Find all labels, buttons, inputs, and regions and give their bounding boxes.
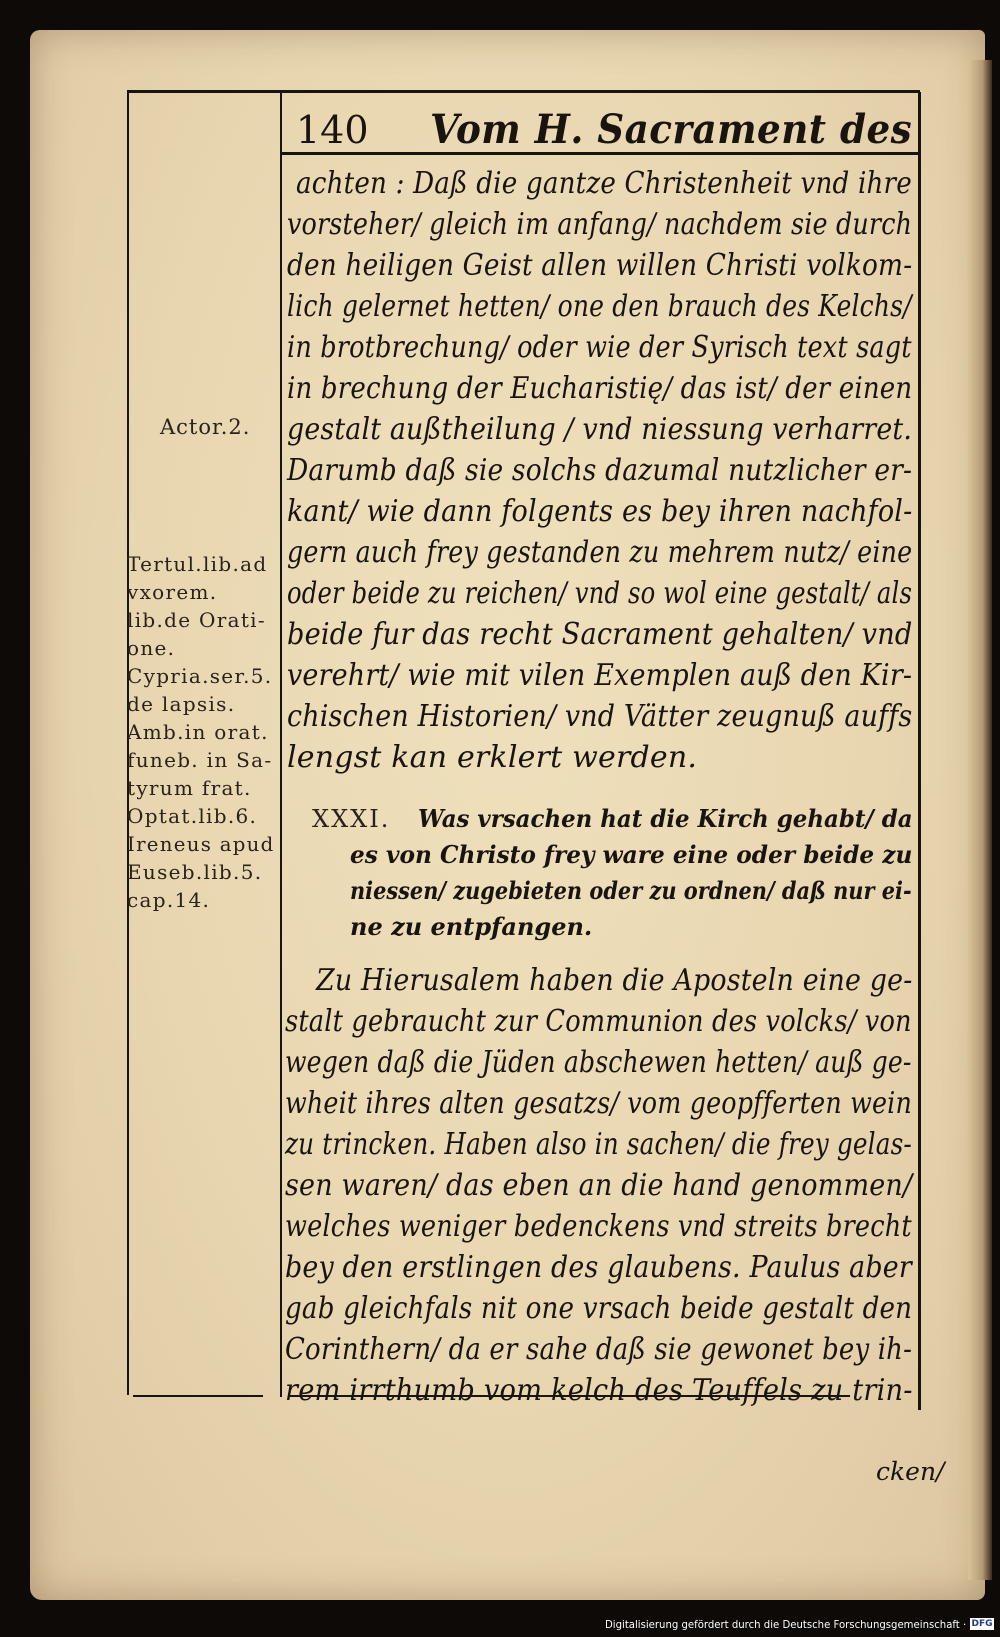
margin-note-acts: Actor.2. <box>160 415 251 439</box>
body-text-line: wheit ihres alten gesatzs/ vom geopfferten wein <box>285 1086 912 1121</box>
body-text-line: Zu Hierusalem haben die Aposteln eine ge- <box>316 963 913 998</box>
body-text-line: chischen Historien/ vnd Vätter zeugnuß auffs <box>287 699 913 734</box>
margin-citation: funeb. in Sa- <box>127 748 273 772</box>
body-text-line: gestalt außtheilung / vnd niessung verharret. <box>287 412 913 447</box>
running-head: Vom H. Sacrament des <box>430 106 913 153</box>
page-edge <box>968 60 992 1580</box>
margin-citation: Cypria.ser.5. <box>127 664 273 688</box>
body-text-line: gern auch frey gestanden zu mehrem nutz/ eine <box>287 535 913 570</box>
margin-citation: Optat.lib.6. <box>127 804 258 828</box>
body-text-line: den heiligen Geist allen willen Christi volkom- <box>287 248 913 283</box>
body-text-line: kant/ wie dann folgents es bey ihren nachfol- <box>287 494 913 529</box>
margin-citation: Ireneus apud <box>127 832 275 856</box>
body-text-line: achten : Daß die gantze Christenheit vnd ihre <box>296 166 912 201</box>
dfg-logo: DFG <box>971 1619 993 1629</box>
body-text-line: bey den erstlingen des glaubens. Paulus aber <box>285 1250 912 1285</box>
page-number: 140 <box>296 108 369 152</box>
body-text-line: rem irrthumb vom kelch des Teuffels zu trin- <box>285 1373 913 1408</box>
catchword: cken/ <box>876 1457 945 1486</box>
margin-citation: cap.14. <box>127 888 211 912</box>
margin-citation: Euseb.lib.5. <box>127 860 263 884</box>
body-text-line: sen waren/ das eben an die hand genommen/ <box>285 1168 913 1203</box>
bottom-rule-left <box>133 1395 263 1397</box>
body-text-line: in brotbrechung/ oder wie der Syrisch text sagt <box>287 330 912 365</box>
section-number: XXXI. <box>312 805 391 833</box>
body-text-line: Corinthern/ da er sahe daß sie gewonet bey ih- <box>285 1332 913 1367</box>
body-text-line: oder beide zu reichen/ vnd so wol eine gestalt/ als <box>287 576 913 611</box>
margin-citation: Tertul.lib.ad <box>127 552 268 576</box>
margin-citation: vxorem. <box>127 580 218 604</box>
top-rule <box>127 90 920 93</box>
body-text-line: wegen daß die Jüden abschewen hetten/ auß ge- <box>285 1045 912 1080</box>
margin-citation: de lapsis. <box>127 692 236 716</box>
margin-citation: Amb.in orat. <box>127 720 269 744</box>
body-text-line: vorsteher/ gleich im anfang/ nachdem sie durch <box>287 207 913 242</box>
body-text-line: stalt gebraucht zur Communion des volcks/ von <box>285 1004 912 1039</box>
body-text-line: lich gelernet hetten/ one den brauch des Kelchs/ <box>287 289 912 324</box>
margin-citation: tyrum frat. <box>127 776 252 800</box>
body-text-line: gab gleichfals nit one vrsach beide gestalt den <box>285 1291 913 1326</box>
section-heading-line: ne zu entpfangen. <box>350 912 593 941</box>
body-text-line: zu trincken. Haben also in sachen/ die frey gelas- <box>285 1127 912 1162</box>
body-text-line: beide fur das recht Sacrament gehalten/ vnd <box>287 617 913 652</box>
margin-citation: lib.de Orati- <box>127 608 266 632</box>
body-text-line: welches weniger bedenckens vnd streits brecht <box>285 1209 912 1244</box>
body-text-line: verehrt/ wie mit vilen Exemplen auß den Kir- <box>287 658 913 693</box>
section-heading-line: niessen/ zugebieten oder zu ordnen/ daß nur ei- <box>350 876 912 905</box>
section-heading-line: Was vrsachen hat die Kirch gehabt/ da <box>418 804 913 833</box>
right-text-rule <box>918 92 921 1410</box>
body-text-line: in brechung der Eucharistię/ das ist/ der einen <box>287 371 913 406</box>
digitization-credit: Digitalisierung gefördert durch die Deutsche Forschungsgemeinschaft · <box>605 1619 967 1631</box>
body-text-line: Darumb daß sie solchs dazumal nutzlicher er- <box>287 453 913 488</box>
margin-citation: one. <box>127 636 176 660</box>
body-text-line: lengst kan erklert werden. <box>287 740 698 775</box>
column-divider-rule <box>280 92 282 1397</box>
section-heading-line: es von Christo frey ware eine oder beide zu <box>350 840 913 869</box>
